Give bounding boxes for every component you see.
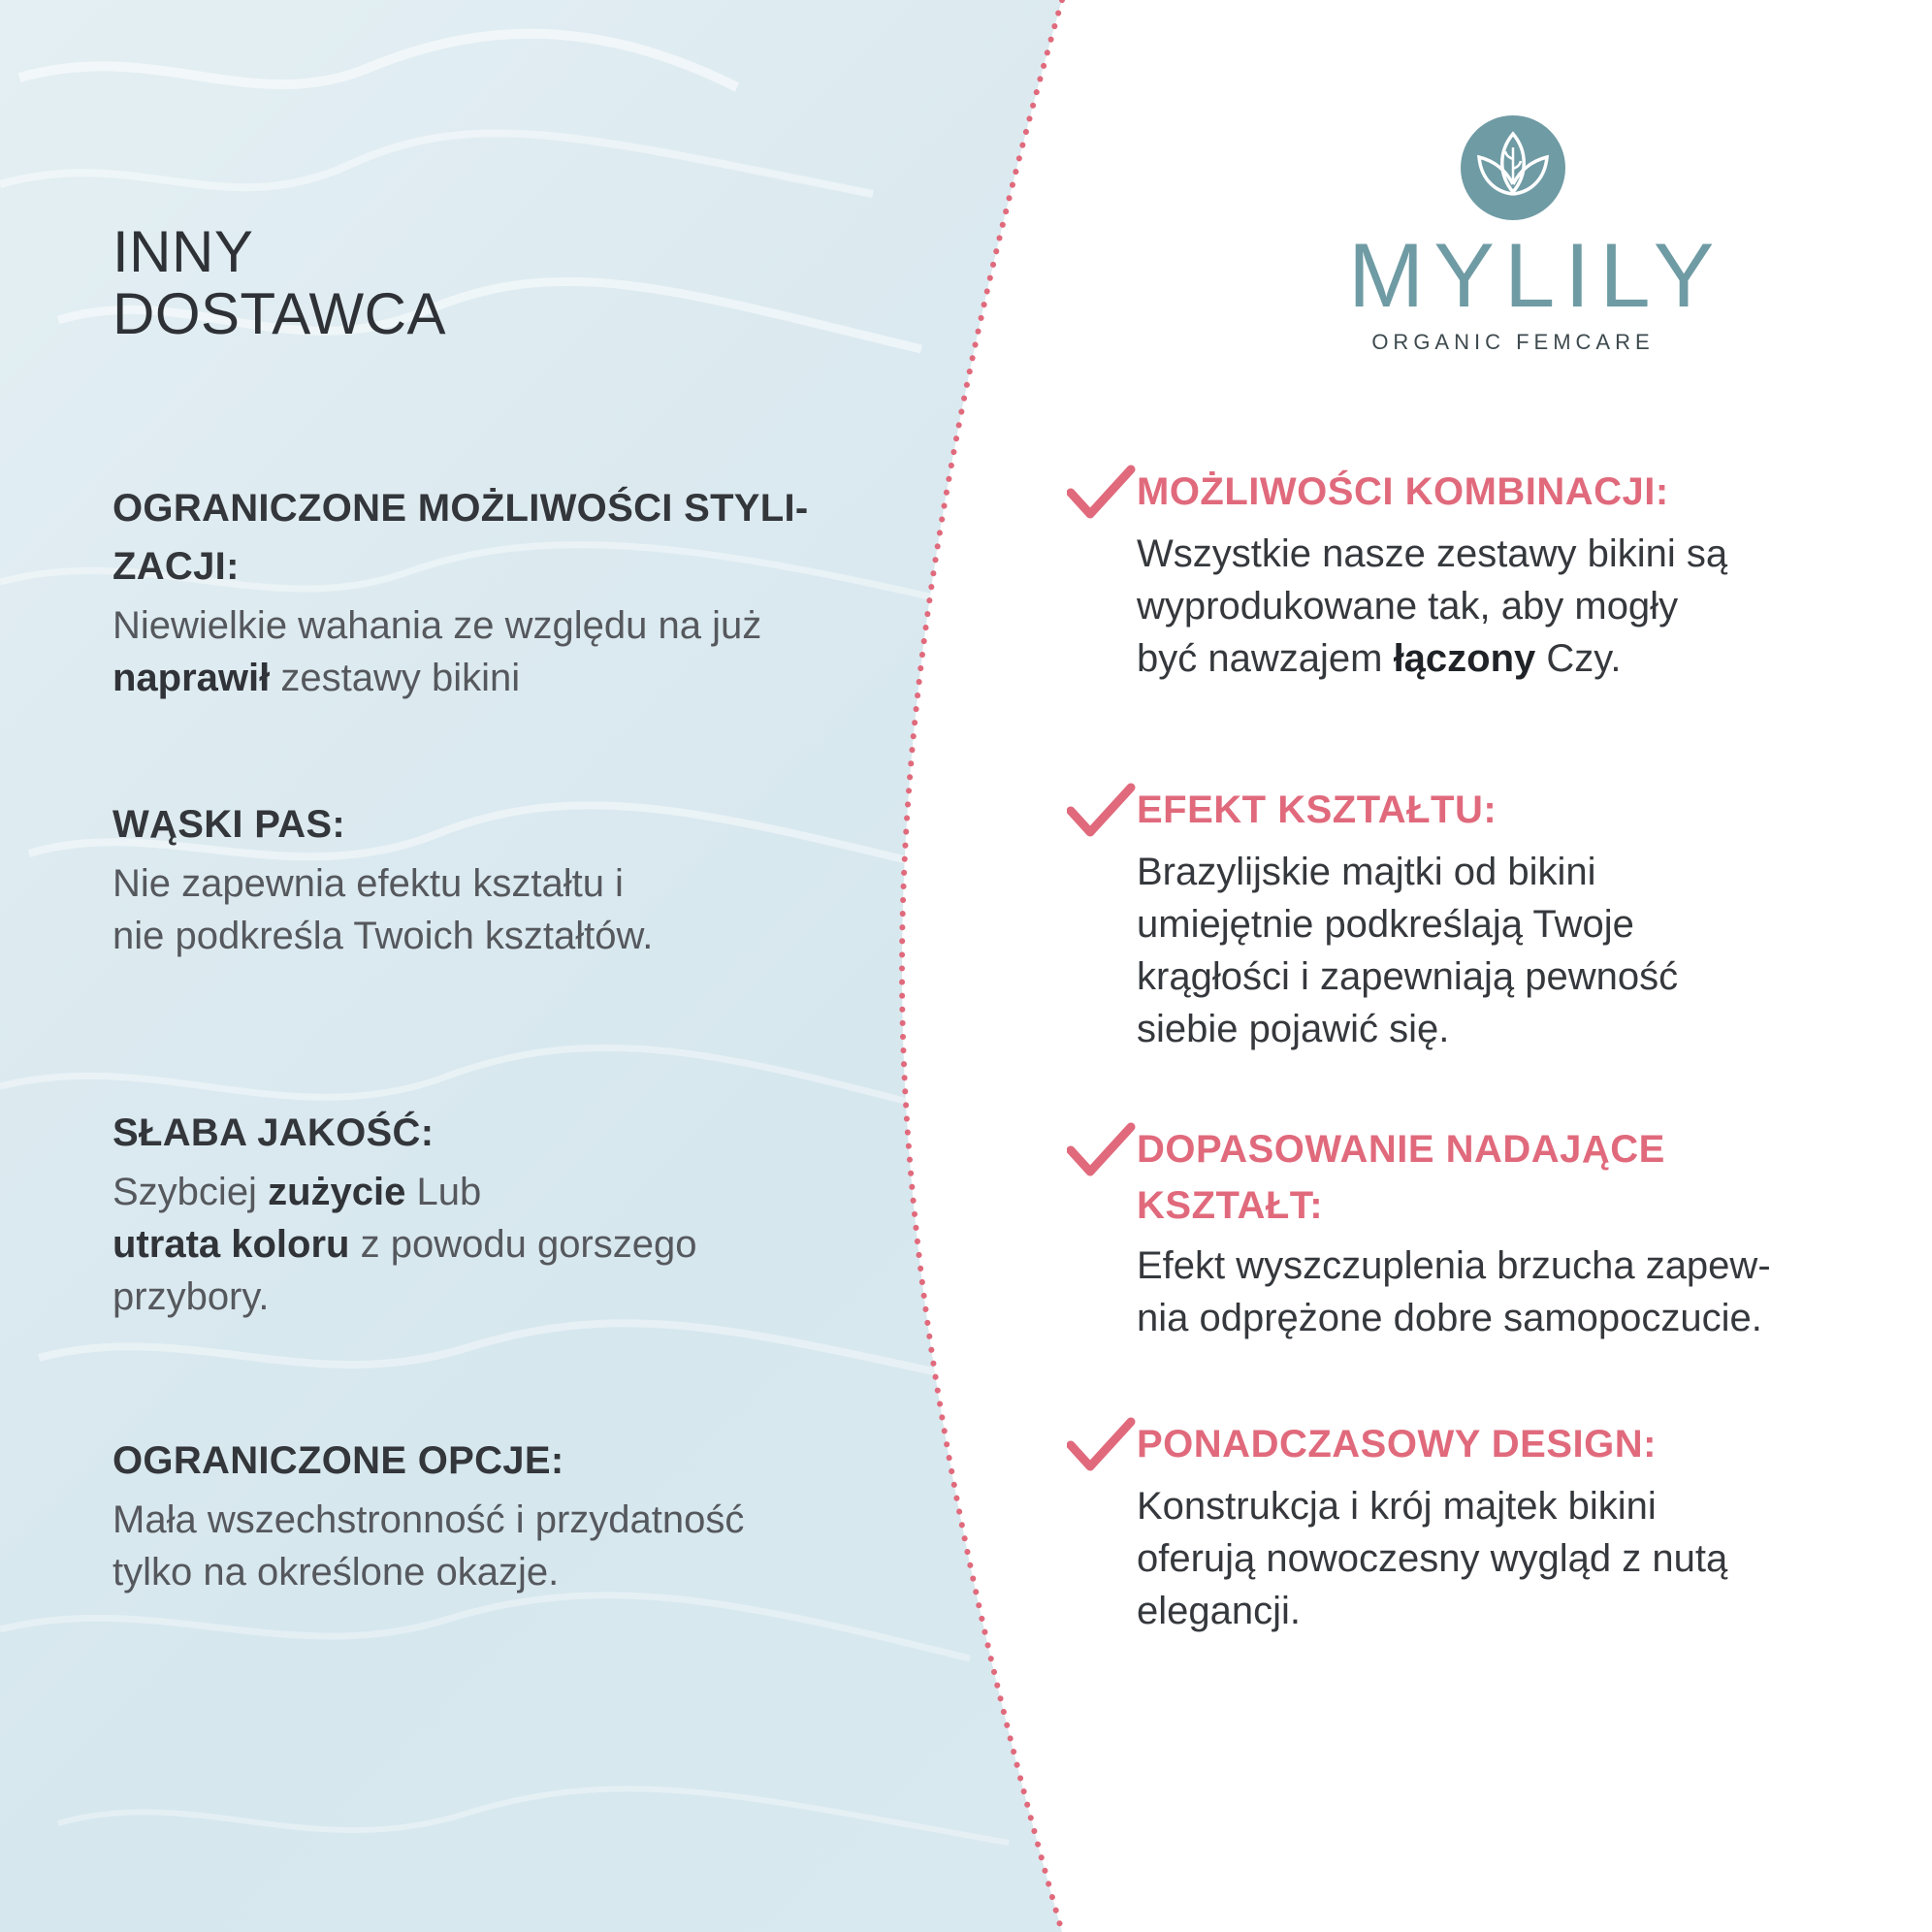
body-line: elegancji.: [1137, 1590, 1302, 1632]
body-text: zestawy bikini: [270, 657, 521, 699]
right-item-body: [1137, 528, 1901, 685]
body-bold: utrata koloru: [113, 1223, 350, 1266]
left-title-line1: INNY: [113, 219, 254, 284]
heading-line: OGRANICZONE MOŻLIWOŚCI STYLI-: [113, 487, 809, 530]
right-item-design: [1067, 1416, 1901, 1637]
body-line: Wszystkie nasze zestawy bikini są: [1137, 532, 1728, 575]
left-item-styling: [113, 479, 908, 704]
heading-line: DOPASOWANIE NADAJĄCE: [1137, 1128, 1665, 1171]
body-line: nie podkreśla Twoich kształtów.: [113, 915, 654, 957]
right-item-header: [1067, 1121, 1901, 1234]
body-line: oferują nowoczesny wygląd z nutą: [1137, 1537, 1728, 1580]
body-text: Czy.: [1535, 637, 1622, 680]
left-item-body: [113, 857, 908, 962]
logo-tagline: ORGANIC FEMCARE: [1371, 330, 1655, 354]
right-item-header: [1067, 464, 1901, 522]
left-title-line2: DOSTAWCA: [113, 281, 446, 346]
body-bold: naprawił: [113, 657, 271, 699]
body-line: [113, 1218, 908, 1271]
body-text: z powodu gorszego: [349, 1223, 697, 1266]
left-item-waist: [113, 795, 908, 962]
right-item-heading: PONADCZASOWY DESIGN:: [1137, 1423, 1657, 1465]
body-line: Konstrukcja i krój majtek bikini: [1137, 1485, 1657, 1528]
body-bold: łączony: [1393, 637, 1536, 680]
check-icon: [1067, 1416, 1137, 1474]
left-item-heading: WĄSKI PAS:: [113, 803, 346, 846]
body-line: nia odprężone dobre samopoczucie.: [1137, 1297, 1762, 1339]
body-line: Niewielkie wahania ze względu na już: [113, 604, 762, 647]
left-item-heading: OGRANICZONE OPCJE:: [113, 1439, 564, 1482]
left-item-quality: [113, 1104, 908, 1323]
right-item-header: [1067, 782, 1901, 840]
right-item-heading: EFEKT KSZTAŁTU:: [1137, 789, 1497, 831]
body-line: przybory.: [113, 1275, 270, 1318]
mylily-logo: [1348, 114, 1724, 355]
body-line: tylko na określone okazje.: [113, 1551, 560, 1594]
body-line: Mała wszechstronność i przydatność: [113, 1498, 745, 1541]
right-item-body: [1137, 1480, 1901, 1637]
left-item-body: [113, 1494, 908, 1598]
right-item-fit: [1067, 1121, 1901, 1344]
body-line: Nie zapewnia efektu kształtu i: [113, 862, 624, 905]
body-text: być nawzajem: [1137, 637, 1394, 680]
left-item-options: [113, 1432, 908, 1598]
body-line: [113, 652, 908, 704]
body-line: Brazylijskie majtki od bikini: [1137, 851, 1596, 893]
left-item-heading: SŁABA JAKOŚĆ:: [113, 1111, 435, 1154]
left-item-body: [113, 599, 908, 704]
body-text: Lub: [405, 1171, 482, 1213]
heading-line: ZACJI:: [113, 545, 240, 588]
left-item-body: [113, 1166, 908, 1323]
right-item-body: [1137, 1240, 1901, 1344]
lotus-logo-icon: [1460, 114, 1566, 221]
right-item-heading: MOŻLIWOŚCI KOMBINACJI:: [1137, 470, 1669, 513]
check-icon: [1067, 782, 1137, 840]
right-item-body: [1137, 846, 1901, 1055]
body-line: siebie pojawić się.: [1137, 1008, 1450, 1050]
body-line: krągłości i zapewniają pewność: [1137, 955, 1679, 998]
body-line: [113, 1166, 908, 1218]
heading-line: KSZTAŁT:: [1137, 1184, 1324, 1227]
body-line: Efekt wyszczuplenia brzucha zapew-: [1137, 1244, 1771, 1287]
check-icon: [1067, 464, 1137, 522]
right-item-header: [1067, 1416, 1901, 1474]
left-item-heading: [113, 479, 908, 596]
body-line: wyprodukowane tak, aby mogły: [1137, 585, 1679, 628]
body-bold: zużycie: [268, 1171, 406, 1213]
left-title: [113, 221, 446, 345]
body-line: [1137, 632, 1901, 685]
check-icon: [1067, 1121, 1137, 1179]
right-item-heading: [1137, 1121, 1665, 1234]
right-item-shape-effect: [1067, 782, 1901, 1055]
right-item-combination: [1067, 464, 1901, 685]
body-line: umiejętnie podkreślają Twoje: [1137, 903, 1634, 946]
logo-wordmark: MYLILY: [1348, 224, 1724, 326]
body-text: Szybciej: [113, 1171, 269, 1213]
